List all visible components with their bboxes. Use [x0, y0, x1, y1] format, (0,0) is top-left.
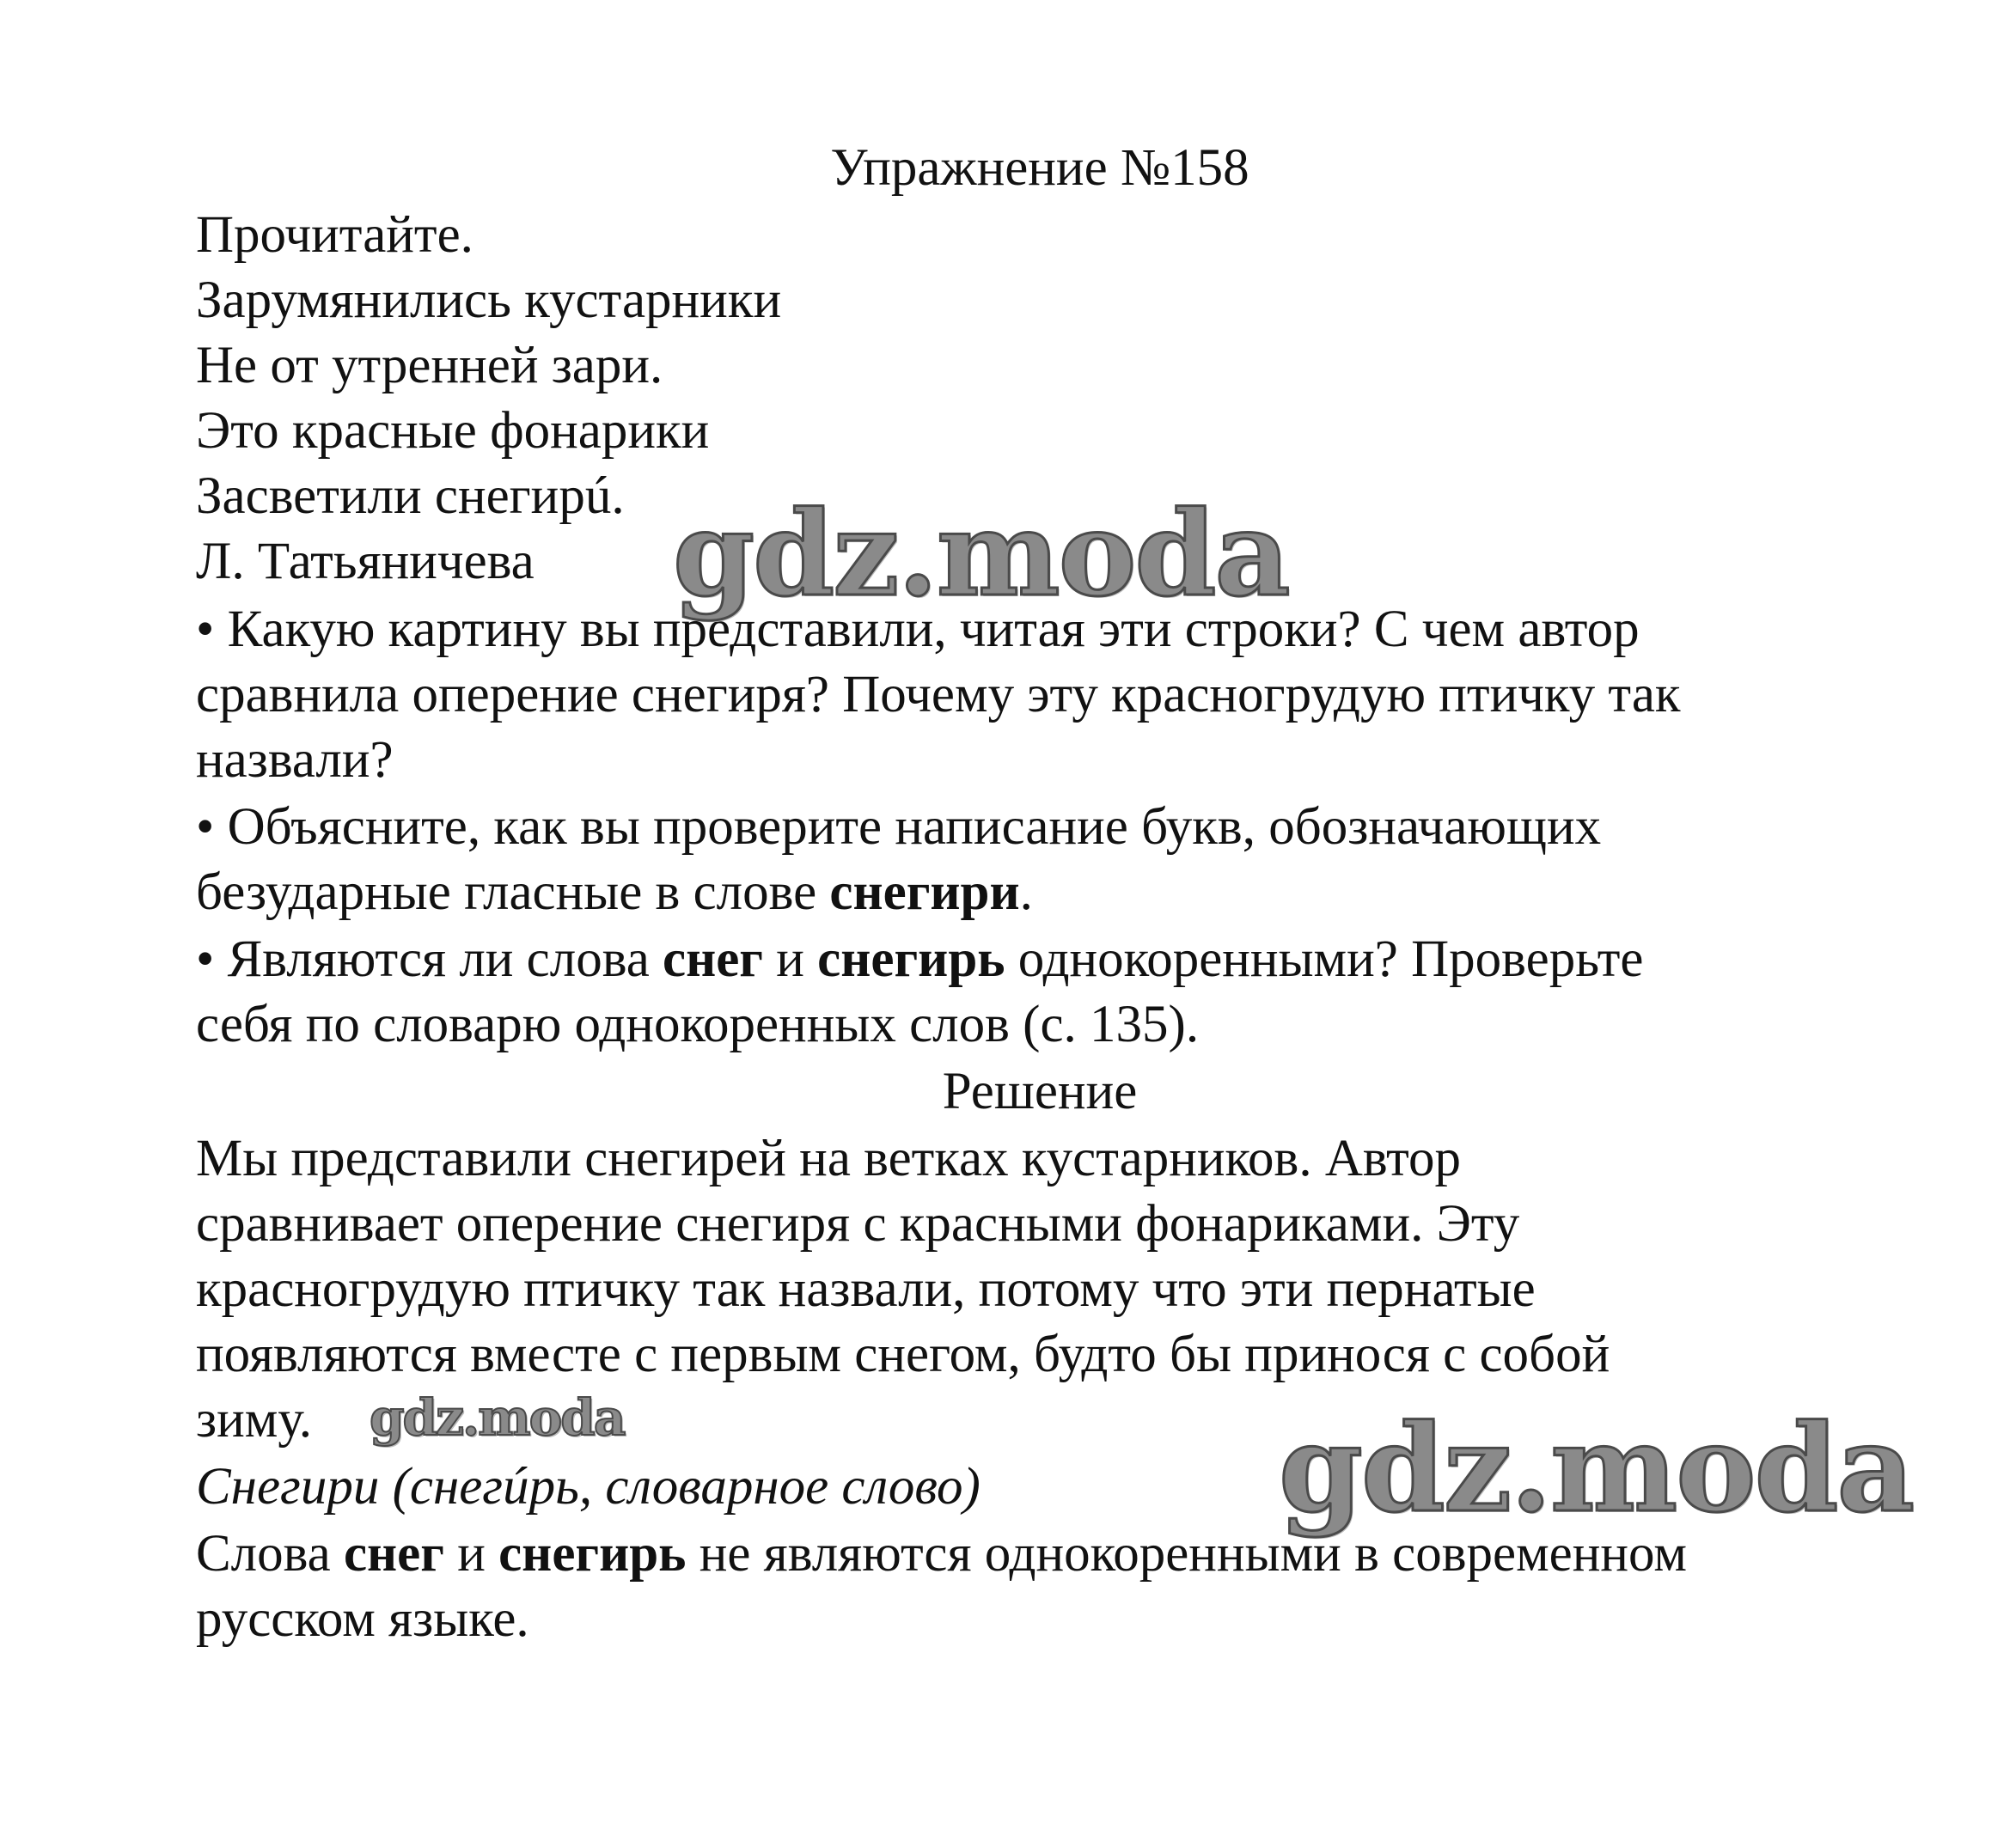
solution-heading: Решение [942, 1063, 1138, 1120]
solution-line-5: зиму. [196, 1391, 312, 1449]
poem-line-2: Не от утренней зари. [196, 337, 663, 394]
question-2-line-2 [196, 860, 1033, 925]
question-3-text-mid: и [763, 930, 818, 988]
solution-line-2: сравнивает оперение снегиря с красными фонариками. Эту [196, 1195, 1520, 1253]
question-3-keyword-1: снег [663, 930, 764, 988]
solution-line-4: появляются вместе с первым снегом, будто бы принося с собой [196, 1326, 1610, 1383]
exercise-title: Упражнение №158 [830, 139, 1249, 197]
watermark-logo-large-bottom: gdz.moda [1279, 1399, 1914, 1540]
dictionary-note: Снегири (снегúрь, словарное слово) [196, 1458, 981, 1516]
conclusion-line-2: русском языке. [196, 1590, 529, 1648]
question-2-punct: . [1019, 863, 1033, 921]
solution-line-1: Мы представили снегирей на ветках кустарников. Автор [196, 1130, 1462, 1187]
question-3-line-2: себя по словарю однокоренных слов (с. 135). [196, 996, 1200, 1053]
question-3-keyword-2: снегирь [817, 930, 1005, 988]
conclusion-text-post: не являются однокоренными в современном [686, 1525, 1687, 1583]
question-1-line-3: назвали? [196, 731, 394, 789]
poem-author: Л. Татьяничева [196, 533, 535, 590]
question-2-keyword: снегири [829, 863, 1020, 921]
conclusion-keyword-2: снегирь [498, 1525, 687, 1583]
poem-line-1: Зарумянились кустарники [196, 271, 782, 329]
question-3-text-post: однокоренными? Проверьте [1005, 930, 1644, 988]
conclusion-text-mid: и [443, 1525, 499, 1583]
question-3-text-pre: • Являются ли слова [196, 930, 663, 988]
question-1-line-1: • Какую картину вы представили, читая эти строки? С чем автор [196, 601, 1640, 658]
question-2-text: безударные гласные в слове [196, 863, 830, 921]
poem-line-3: Это красные фонарики [196, 402, 710, 460]
conclusion-keyword-1: снег [343, 1525, 444, 1583]
question-2-line-1: • Объясните, как вы проверите написание букв, обозначающих [196, 798, 1602, 856]
conclusion-text-pre: Слова [196, 1525, 344, 1583]
task-prompt: Прочитайте. [196, 206, 473, 264]
poem-line-4: Засветили снегирú. [196, 467, 625, 525]
question-1-line-2: сравнила оперение снегиря? Почему эту красногрудую птичку так [196, 666, 1681, 723]
question-3-line-1 [196, 927, 1643, 992]
watermark-logo-large-top: gdz.moda [673, 485, 1289, 623]
solution-line-3: красногрудую птичку так назвали, потому что эти пернатые [196, 1260, 1536, 1318]
watermark-logo-small: gdz.moda [370, 1388, 625, 1447]
